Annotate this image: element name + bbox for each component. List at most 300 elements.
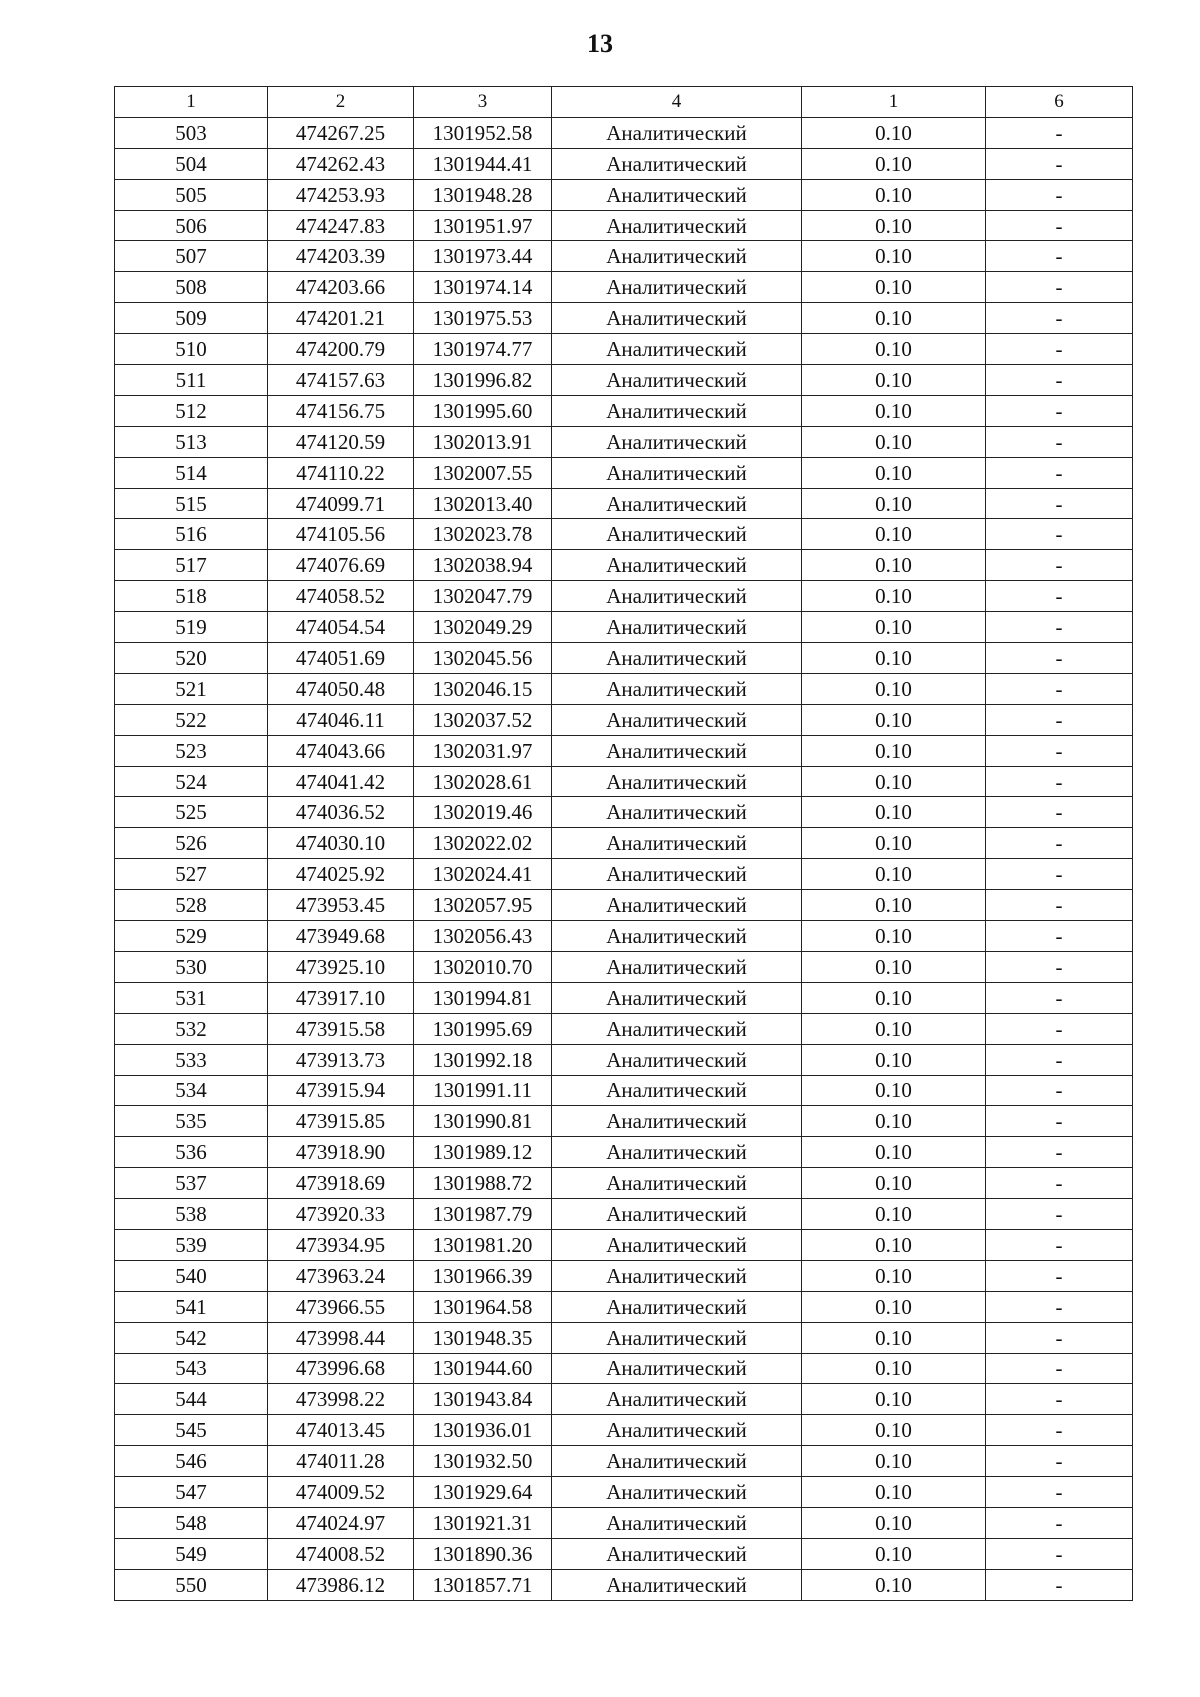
point-number-cell: 516 — [115, 519, 268, 550]
method-cell: Аналитический — [552, 1075, 802, 1106]
table-row — [115, 457, 1133, 488]
method-cell: Аналитический — [552, 148, 802, 179]
table-row — [115, 1075, 1133, 1106]
method-cell: Аналитический — [552, 612, 802, 643]
y-coordinate-cell: 1302046.15 — [414, 673, 552, 704]
y-coordinate-cell: 1301995.69 — [414, 1013, 552, 1044]
note-cell: - — [986, 395, 1133, 426]
point-number-cell: 531 — [115, 982, 268, 1013]
x-coordinate-cell: 474041.42 — [268, 766, 414, 797]
table-row — [115, 303, 1133, 334]
table-row — [115, 241, 1133, 272]
note-cell: - — [986, 828, 1133, 859]
point-number-cell: 526 — [115, 828, 268, 859]
y-coordinate-cell: 1302038.94 — [414, 550, 552, 581]
point-number-cell: 548 — [115, 1507, 268, 1538]
table-row — [115, 1013, 1133, 1044]
accuracy-cell: 0.10 — [802, 766, 986, 797]
x-coordinate-cell: 474036.52 — [268, 797, 414, 828]
note-cell: - — [986, 921, 1133, 952]
accuracy-cell: 0.10 — [802, 179, 986, 210]
table-row — [115, 828, 1133, 859]
y-coordinate-cell: 1302010.70 — [414, 951, 552, 982]
y-coordinate-cell: 1302057.95 — [414, 890, 552, 921]
y-coordinate-cell: 1301952.58 — [414, 117, 552, 148]
note-cell: - — [986, 1106, 1133, 1137]
method-cell: Аналитический — [552, 797, 802, 828]
point-number-cell: 541 — [115, 1291, 268, 1322]
note-cell: - — [986, 334, 1133, 365]
note-cell: - — [986, 859, 1133, 890]
accuracy-cell: 0.10 — [802, 550, 986, 581]
point-number-cell: 533 — [115, 1044, 268, 1075]
point-number-cell: 523 — [115, 735, 268, 766]
accuracy-cell: 0.10 — [802, 1137, 986, 1168]
point-number-cell: 511 — [115, 365, 268, 396]
point-number-cell: 534 — [115, 1075, 268, 1106]
note-cell: - — [986, 612, 1133, 643]
table-row — [115, 1044, 1133, 1075]
accuracy-cell: 0.10 — [802, 1353, 986, 1384]
table-row — [115, 797, 1133, 828]
x-coordinate-cell: 474267.25 — [268, 117, 414, 148]
y-coordinate-cell: 1302031.97 — [414, 735, 552, 766]
y-coordinate-cell: 1301975.53 — [414, 303, 552, 334]
note-cell: - — [986, 117, 1133, 148]
note-cell: - — [986, 1569, 1133, 1600]
note-cell: - — [986, 365, 1133, 396]
y-coordinate-cell: 1302037.52 — [414, 704, 552, 735]
accuracy-cell: 0.10 — [802, 735, 986, 766]
note-cell: - — [986, 982, 1133, 1013]
point-number-cell: 543 — [115, 1353, 268, 1384]
accuracy-cell: 0.10 — [802, 334, 986, 365]
note-cell: - — [986, 1168, 1133, 1199]
note-cell: - — [986, 1260, 1133, 1291]
x-coordinate-cell: 473996.68 — [268, 1353, 414, 1384]
table-row — [115, 1229, 1133, 1260]
x-coordinate-cell: 474157.63 — [268, 365, 414, 396]
point-number-cell: 522 — [115, 704, 268, 735]
accuracy-cell: 0.10 — [802, 1477, 986, 1508]
point-number-cell: 537 — [115, 1168, 268, 1199]
x-coordinate-cell: 474011.28 — [268, 1446, 414, 1477]
x-coordinate-cell: 473918.69 — [268, 1168, 414, 1199]
column-header: 6 — [986, 87, 1133, 118]
table-row — [115, 1106, 1133, 1137]
note-cell: - — [986, 1199, 1133, 1230]
x-coordinate-cell: 473986.12 — [268, 1569, 414, 1600]
accuracy-cell: 0.10 — [802, 1538, 986, 1569]
table-row — [115, 148, 1133, 179]
accuracy-cell: 0.10 — [802, 1106, 986, 1137]
point-number-cell: 518 — [115, 581, 268, 612]
x-coordinate-cell: 474076.69 — [268, 550, 414, 581]
y-coordinate-cell: 1302049.29 — [414, 612, 552, 643]
table-row — [115, 766, 1133, 797]
x-coordinate-cell: 474046.11 — [268, 704, 414, 735]
point-number-cell: 513 — [115, 426, 268, 457]
column-header: 3 — [414, 87, 552, 118]
accuracy-cell: 0.10 — [802, 1199, 986, 1230]
point-number-cell: 546 — [115, 1446, 268, 1477]
y-coordinate-cell: 1301951.97 — [414, 210, 552, 241]
table-row — [115, 365, 1133, 396]
y-coordinate-cell: 1301944.41 — [414, 148, 552, 179]
note-cell: - — [986, 550, 1133, 581]
note-cell: - — [986, 1353, 1133, 1384]
table-row — [115, 334, 1133, 365]
method-cell: Аналитический — [552, 1415, 802, 1446]
x-coordinate-cell: 474024.97 — [268, 1507, 414, 1538]
accuracy-cell: 0.10 — [802, 1260, 986, 1291]
note-cell: - — [986, 426, 1133, 457]
accuracy-cell: 0.10 — [802, 673, 986, 704]
table-row — [115, 673, 1133, 704]
x-coordinate-cell: 473917.10 — [268, 982, 414, 1013]
method-cell: Аналитический — [552, 1477, 802, 1508]
accuracy-cell: 0.10 — [802, 519, 986, 550]
table-row — [115, 1322, 1133, 1353]
x-coordinate-cell: 474253.93 — [268, 179, 414, 210]
y-coordinate-cell: 1301936.01 — [414, 1415, 552, 1446]
method-cell: Аналитический — [552, 457, 802, 488]
table-row — [115, 1199, 1133, 1230]
y-coordinate-cell: 1302056.43 — [414, 921, 552, 952]
note-cell: - — [986, 241, 1133, 272]
note-cell: - — [986, 1538, 1133, 1569]
y-coordinate-cell: 1301981.20 — [414, 1229, 552, 1260]
method-cell: Аналитический — [552, 921, 802, 952]
y-coordinate-cell: 1301989.12 — [414, 1137, 552, 1168]
table-row — [115, 395, 1133, 426]
point-number-cell: 536 — [115, 1137, 268, 1168]
x-coordinate-cell: 473925.10 — [268, 951, 414, 982]
table-row — [115, 1569, 1133, 1600]
accuracy-cell: 0.10 — [802, 643, 986, 674]
x-coordinate-cell: 474051.69 — [268, 643, 414, 674]
accuracy-cell: 0.10 — [802, 921, 986, 952]
table-body — [115, 117, 1133, 1600]
accuracy-cell: 0.10 — [802, 1044, 986, 1075]
y-coordinate-cell: 1301990.81 — [414, 1106, 552, 1137]
table-row — [115, 519, 1133, 550]
method-cell: Аналитический — [552, 365, 802, 396]
method-cell: Аналитический — [552, 643, 802, 674]
table-row — [115, 1291, 1133, 1322]
point-number-cell: 527 — [115, 859, 268, 890]
method-cell: Аналитический — [552, 1106, 802, 1137]
point-number-cell: 515 — [115, 488, 268, 519]
point-number-cell: 542 — [115, 1322, 268, 1353]
y-coordinate-cell: 1302047.79 — [414, 581, 552, 612]
accuracy-cell: 0.10 — [802, 859, 986, 890]
note-cell: - — [986, 488, 1133, 519]
point-number-cell: 510 — [115, 334, 268, 365]
note-cell: - — [986, 643, 1133, 674]
note-cell: - — [986, 272, 1133, 303]
y-coordinate-cell: 1301944.60 — [414, 1353, 552, 1384]
method-cell: Аналитический — [552, 1538, 802, 1569]
x-coordinate-cell: 473998.22 — [268, 1384, 414, 1415]
accuracy-cell: 0.10 — [802, 951, 986, 982]
note-cell: - — [986, 1384, 1133, 1415]
note-cell: - — [986, 1075, 1133, 1106]
point-number-cell: 514 — [115, 457, 268, 488]
x-coordinate-cell: 473920.33 — [268, 1199, 414, 1230]
column-header: 1 — [802, 87, 986, 118]
accuracy-cell: 0.10 — [802, 1229, 986, 1260]
accuracy-cell: 0.10 — [802, 272, 986, 303]
accuracy-cell: 0.10 — [802, 241, 986, 272]
note-cell: - — [986, 890, 1133, 921]
note-cell: - — [986, 797, 1133, 828]
point-number-cell: 545 — [115, 1415, 268, 1446]
column-header: 4 — [552, 87, 802, 118]
y-coordinate-cell: 1302013.91 — [414, 426, 552, 457]
method-cell: Аналитический — [552, 1229, 802, 1260]
table-row — [115, 612, 1133, 643]
accuracy-cell: 0.10 — [802, 890, 986, 921]
x-coordinate-cell: 474200.79 — [268, 334, 414, 365]
note-cell: - — [986, 1477, 1133, 1508]
table-row — [115, 643, 1133, 674]
method-cell: Аналитический — [552, 828, 802, 859]
method-cell: Аналитический — [552, 117, 802, 148]
table-row — [115, 982, 1133, 1013]
table-row — [115, 581, 1133, 612]
point-number-cell: 530 — [115, 951, 268, 982]
method-cell: Аналитический — [552, 735, 802, 766]
x-coordinate-cell: 473998.44 — [268, 1322, 414, 1353]
column-header: 1 — [115, 87, 268, 118]
y-coordinate-cell: 1301857.71 — [414, 1569, 552, 1600]
point-number-cell: 521 — [115, 673, 268, 704]
method-cell: Аналитический — [552, 673, 802, 704]
table-row — [115, 179, 1133, 210]
y-coordinate-cell: 1301994.81 — [414, 982, 552, 1013]
point-number-cell: 529 — [115, 921, 268, 952]
x-coordinate-cell: 474120.59 — [268, 426, 414, 457]
method-cell: Аналитический — [552, 890, 802, 921]
accuracy-cell: 0.10 — [802, 426, 986, 457]
y-coordinate-cell: 1301991.11 — [414, 1075, 552, 1106]
point-number-cell: 547 — [115, 1477, 268, 1508]
point-number-cell: 508 — [115, 272, 268, 303]
method-cell: Аналитический — [552, 488, 802, 519]
point-number-cell: 549 — [115, 1538, 268, 1569]
y-coordinate-cell: 1302022.02 — [414, 828, 552, 859]
x-coordinate-cell: 473953.45 — [268, 890, 414, 921]
point-number-cell: 520 — [115, 643, 268, 674]
accuracy-cell: 0.10 — [802, 704, 986, 735]
x-coordinate-cell: 474054.54 — [268, 612, 414, 643]
point-number-cell: 506 — [115, 210, 268, 241]
table-row — [115, 921, 1133, 952]
accuracy-cell: 0.10 — [802, 1415, 986, 1446]
method-cell: Аналитический — [552, 1044, 802, 1075]
y-coordinate-cell: 1301995.60 — [414, 395, 552, 426]
note-cell: - — [986, 673, 1133, 704]
method-cell: Аналитический — [552, 581, 802, 612]
note-cell: - — [986, 766, 1133, 797]
x-coordinate-cell: 474105.56 — [268, 519, 414, 550]
y-coordinate-cell: 1302019.46 — [414, 797, 552, 828]
table-row — [115, 1415, 1133, 1446]
coordinates-table — [114, 86, 1133, 1601]
note-cell: - — [986, 1291, 1133, 1322]
note-cell: - — [986, 1507, 1133, 1538]
accuracy-cell: 0.10 — [802, 457, 986, 488]
point-number-cell: 512 — [115, 395, 268, 426]
point-number-cell: 503 — [115, 117, 268, 148]
y-coordinate-cell: 1301988.72 — [414, 1168, 552, 1199]
table-row — [115, 951, 1133, 982]
method-cell: Аналитический — [552, 550, 802, 581]
point-number-cell: 517 — [115, 550, 268, 581]
x-coordinate-cell: 473963.24 — [268, 1260, 414, 1291]
x-coordinate-cell: 473934.95 — [268, 1229, 414, 1260]
note-cell: - — [986, 148, 1133, 179]
x-coordinate-cell: 474013.45 — [268, 1415, 414, 1446]
x-coordinate-cell: 474262.43 — [268, 148, 414, 179]
y-coordinate-cell: 1301921.31 — [414, 1507, 552, 1538]
table-row — [115, 1538, 1133, 1569]
table-row — [115, 1477, 1133, 1508]
y-coordinate-cell: 1302007.55 — [414, 457, 552, 488]
x-coordinate-cell: 474043.66 — [268, 735, 414, 766]
note-cell: - — [986, 1446, 1133, 1477]
note-cell: - — [986, 210, 1133, 241]
accuracy-cell: 0.10 — [802, 797, 986, 828]
accuracy-cell: 0.10 — [802, 117, 986, 148]
y-coordinate-cell: 1301973.44 — [414, 241, 552, 272]
y-coordinate-cell: 1301987.79 — [414, 1199, 552, 1230]
method-cell: Аналитический — [552, 1569, 802, 1600]
x-coordinate-cell: 473915.58 — [268, 1013, 414, 1044]
note-cell: - — [986, 519, 1133, 550]
note-cell: - — [986, 1415, 1133, 1446]
accuracy-cell: 0.10 — [802, 982, 986, 1013]
table-header-row — [115, 87, 1133, 118]
point-number-cell: 524 — [115, 766, 268, 797]
accuracy-cell: 0.10 — [802, 1322, 986, 1353]
note-cell: - — [986, 1322, 1133, 1353]
point-number-cell: 539 — [115, 1229, 268, 1260]
y-coordinate-cell: 1301948.28 — [414, 179, 552, 210]
accuracy-cell: 0.10 — [802, 1507, 986, 1538]
accuracy-cell: 0.10 — [802, 1075, 986, 1106]
note-cell: - — [986, 179, 1133, 210]
x-coordinate-cell: 473949.68 — [268, 921, 414, 952]
point-number-cell: 544 — [115, 1384, 268, 1415]
table-row — [115, 1384, 1133, 1415]
method-cell: Аналитический — [552, 1322, 802, 1353]
point-number-cell: 532 — [115, 1013, 268, 1044]
note-cell: - — [986, 581, 1133, 612]
accuracy-cell: 0.10 — [802, 1384, 986, 1415]
x-coordinate-cell: 474201.21 — [268, 303, 414, 334]
accuracy-cell: 0.10 — [802, 1446, 986, 1477]
method-cell: Аналитический — [552, 982, 802, 1013]
point-number-cell: 519 — [115, 612, 268, 643]
point-number-cell: 507 — [115, 241, 268, 272]
point-number-cell: 540 — [115, 1260, 268, 1291]
table-row — [115, 735, 1133, 766]
note-cell: - — [986, 704, 1133, 735]
y-coordinate-cell: 1301964.58 — [414, 1291, 552, 1322]
x-coordinate-cell: 474025.92 — [268, 859, 414, 890]
method-cell: Аналитический — [552, 1353, 802, 1384]
point-number-cell: 550 — [115, 1569, 268, 1600]
accuracy-cell: 0.10 — [802, 1569, 986, 1600]
y-coordinate-cell: 1302023.78 — [414, 519, 552, 550]
point-number-cell: 505 — [115, 179, 268, 210]
method-cell: Аналитический — [552, 859, 802, 890]
point-number-cell: 509 — [115, 303, 268, 334]
accuracy-cell: 0.10 — [802, 210, 986, 241]
point-number-cell: 538 — [115, 1199, 268, 1230]
x-coordinate-cell: 473918.90 — [268, 1137, 414, 1168]
table-row — [115, 704, 1133, 735]
y-coordinate-cell: 1301974.77 — [414, 334, 552, 365]
method-cell: Аналитический — [552, 303, 802, 334]
x-coordinate-cell: 474099.71 — [268, 488, 414, 519]
x-coordinate-cell: 474110.22 — [268, 457, 414, 488]
y-coordinate-cell: 1301932.50 — [414, 1446, 552, 1477]
method-cell: Аналитический — [552, 1260, 802, 1291]
x-coordinate-cell: 474009.52 — [268, 1477, 414, 1508]
table-row — [115, 488, 1133, 519]
table-row — [115, 117, 1133, 148]
method-cell: Аналитический — [552, 210, 802, 241]
x-coordinate-cell: 473913.73 — [268, 1044, 414, 1075]
accuracy-cell: 0.10 — [802, 612, 986, 643]
point-number-cell: 528 — [115, 890, 268, 921]
point-number-cell: 525 — [115, 797, 268, 828]
y-coordinate-cell: 1301948.35 — [414, 1322, 552, 1353]
method-cell: Аналитический — [552, 1291, 802, 1322]
x-coordinate-cell: 473966.55 — [268, 1291, 414, 1322]
table-row — [115, 1168, 1133, 1199]
x-coordinate-cell: 474058.52 — [268, 581, 414, 612]
y-coordinate-cell: 1301974.14 — [414, 272, 552, 303]
table-row — [115, 1137, 1133, 1168]
x-coordinate-cell: 474156.75 — [268, 395, 414, 426]
y-coordinate-cell: 1302013.40 — [414, 488, 552, 519]
y-coordinate-cell: 1301890.36 — [414, 1538, 552, 1569]
accuracy-cell: 0.10 — [802, 365, 986, 396]
method-cell: Аналитический — [552, 951, 802, 982]
method-cell: Аналитический — [552, 1137, 802, 1168]
accuracy-cell: 0.10 — [802, 581, 986, 612]
method-cell: Аналитический — [552, 334, 802, 365]
method-cell: Аналитический — [552, 395, 802, 426]
table-row — [115, 859, 1133, 890]
method-cell: Аналитический — [552, 704, 802, 735]
y-coordinate-cell: 1302045.56 — [414, 643, 552, 674]
point-number-cell: 535 — [115, 1106, 268, 1137]
accuracy-cell: 0.10 — [802, 1013, 986, 1044]
accuracy-cell: 0.10 — [802, 828, 986, 859]
accuracy-cell: 0.10 — [802, 395, 986, 426]
method-cell: Аналитический — [552, 272, 802, 303]
page-number: 13 — [587, 29, 613, 58]
point-number-cell: 504 — [115, 148, 268, 179]
accuracy-cell: 0.10 — [802, 1291, 986, 1322]
method-cell: Аналитический — [552, 241, 802, 272]
method-cell: Аналитический — [552, 519, 802, 550]
